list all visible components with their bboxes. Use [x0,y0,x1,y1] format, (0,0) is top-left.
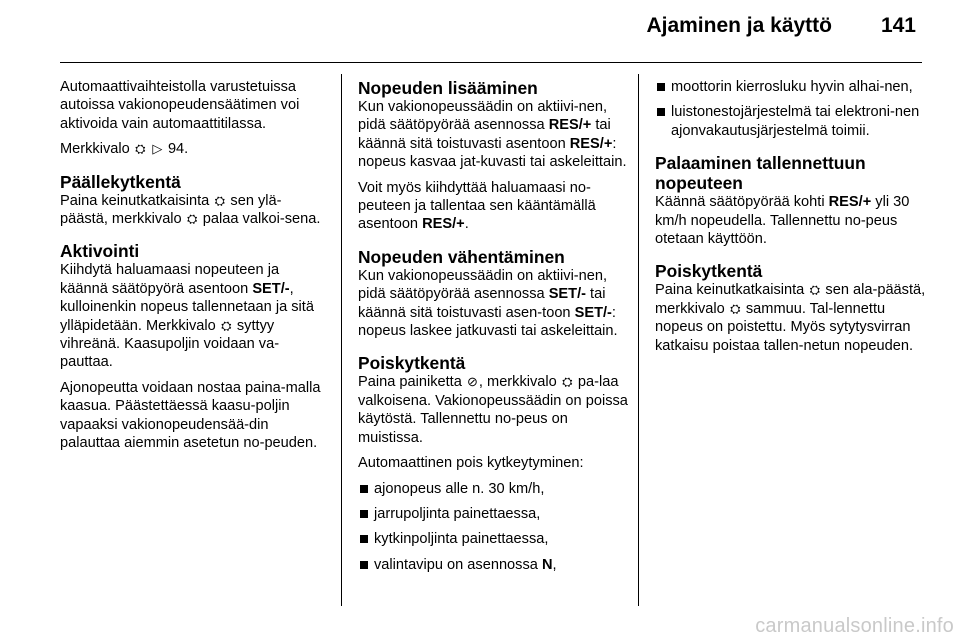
bullet-list [655,78,927,140]
bullet-icon [657,108,665,116]
cancel-button-icon: ⊘ [466,374,478,390]
list-item: kytkinpoljinta painettaessa, [358,530,628,548]
section-heading: Nopeuden vähentäminen [358,246,565,267]
page-reference-arrow-icon: ▷ [152,141,163,157]
bullet-icon [360,535,368,543]
column-middle [358,78,628,581]
cruise-control-icon: ⛭ [221,317,232,333]
list-item: jarrupoljinta painettaessa, [358,505,628,523]
section-heading: Nopeuden lisääminen [358,78,538,98]
cruise-control-icon: ⛭ [809,282,821,298]
section-heading: Palaaminen tallennettuun nopeuteen [655,153,866,194]
list-item: valintavipu on asennossa N, [358,556,628,574]
paragraph: Voit myös kiihdyttää haluamaasi no-peuteen ja tallentaa sen kääntämällä asentoon RES/+. [358,179,596,233]
section-heading: Aktivointi [60,241,140,262]
bullet-icon [360,485,368,493]
paragraph: Kun vakionopeussäädin on aktiivi-nen, pidä säätöpyörää asennossa SET/- tai käännä sitä toistuvasti asen-toon SET/-: nopeus laskee jatkuvasti tai askeleittain. [358,267,618,340]
paragraph: Automaattivaihteistolla varustetuissa autoissa vakionopeudensäätimen voi aktivoida vain automaattitilassa. [60,79,300,132]
cruise-control-icon: ⛭ [187,211,198,227]
list-item: ajonopeus alle n. 30 km/h, [358,480,628,498]
bullet-icon [360,510,368,518]
paragraph: Automaattinen pois kytkeytyminen: [358,455,584,472]
column-right [655,78,927,362]
cruise-control-icon: ⛭ [135,141,146,157]
bullet-list [358,480,628,575]
column-left [60,78,328,460]
bullet-icon [657,83,665,91]
watermark[interactable]: carmanualsonline.info [755,615,954,637]
list-item: moottorin kierrosluku hyvin alhai-nen, [655,78,927,96]
section-heading: Poiskytkentä [358,353,466,374]
paragraph: Merkkivalo ⛭ ▷ 94. [60,141,189,158]
cruise-control-icon: ⛭ [214,192,226,208]
paragraph: Käännä säätöpyörää kohti RES/+ yli 30 km/h nopeudella. Tallennettu no-peus otetaan käyttöön. [655,194,910,248]
paragraph: Kun vakionopeussäädin on aktiivi-nen, pidä säätöpyörää asennossa RES/+ tai käännä sitä toistuvasti asentoon RES/+: nopeus kasvaa jat-kuvasti tai askeleittain. [358,99,627,171]
section-heading: Poiskytkentä [655,261,763,282]
paragraph: Paina keinutkatkaisinta ⛭ sen ylä-päästä, merkkivalo ⛭ palaa valkoi-sena. [60,192,321,228]
paragraph: Paina painiketta ⊘, merkkivalo ⛭ pa-laa valkoisena. Vakionopeussäädin on poissa käytöstä. Tallennettu no-peus on muistissa. [358,374,628,446]
bullet-icon [360,561,368,569]
column-divider [638,74,639,606]
header-divider [60,62,922,63]
list-item: luistonestojärjestelmä tai elektroni-nen ajonvakautusjärjestelmä toimii. [655,103,927,140]
paragraph: Kiihdytä haluamaasi nopeuteen ja käännä säätöpyörä asentoon SET/-, kulloinenkin nopeus tallennetaan ja sitä ylläpidetään. Merkkivalo ⛭ syttyy vihreänä. Kaasupoljin voidaan va-pauttaa. [60,262,314,371]
cruise-control-icon: ⛭ [562,374,573,390]
column-divider [341,74,342,606]
section-heading: Päällekytkentä [60,171,181,192]
cruise-control-icon: ⛭ [730,300,741,316]
section-title: Ajaminen ja käyttö [646,14,832,37]
paragraph: Ajonopeutta voidaan nostaa paina-malla kaasua. Päästettäessä kaasu-poljin vapaaksi vakionopeudensää-din palauttaa aiemmin asetetun no-peuden. [60,379,321,452]
paragraph: Paina keinutkatkaisinta ⛭ sen ala-päästä, merkkivalo ⛭ sammuu. Tal-lennettu nopeus on poistettu. Myös sytytysvirran katkaisu poistaa tallen-netun nopeuden. [655,282,926,354]
page-number: 141 [880,14,916,37]
